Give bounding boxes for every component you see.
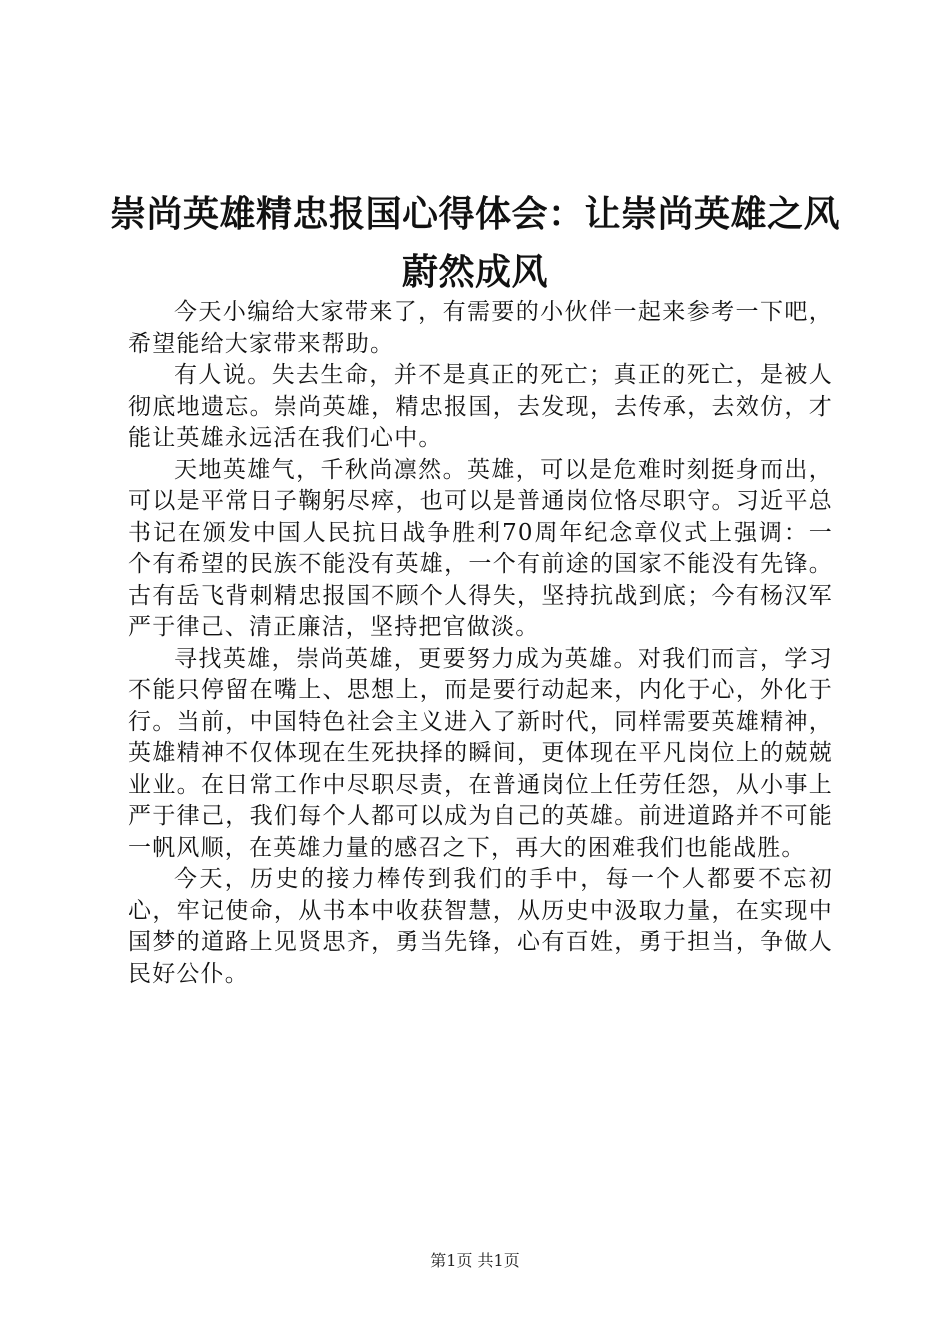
paragraph-5: 今天，历史的接力棒传到我们的手中，每一个人都要不忘初心，牢记使命，从书本中收获智慧，从历史中汲取力量，在实现中国梦的道路上见贤思齐，勇当先锋，心有百姓，勇于担当，争做人民好公仆。 [128, 866, 833, 987]
paragraph-intro: 今天小编给大家带来了，有需要的小伙伴一起来参考一下吧，希望能给大家带来帮助。 [128, 299, 833, 357]
paragraph-2: 有人说。失去生命，并不是真正的死亡；真正的死亡，是被人彻底地遗忘。崇尚英雄，精忠报国，去发现，去传承，去效仿，才能让英雄永远活在我们心中。 [128, 362, 833, 451]
document-body [128, 297, 833, 990]
paragraph-3: 天地英雄气，千秋尚凛然。英雄，可以是危难时刻挺身而出，可以是平常日子鞠躬尽瘁，也可以是普通岗位恪尽职守。习近平总书记在颁发中国人民抗日战争胜利70周年纪念章仪式上强调：一个有希望的民族不能没有英雄，一个有前途的国家不能没有先锋。古有岳飞背刺精忠报国不顾个人得失，坚持抗战到底；今有杨汉军严于律己、清正廉洁，坚持把官做淡。 [128, 456, 833, 640]
document-title: 崇尚英雄精忠报国心得体会：让崇尚英雄之风蔚然成风 [110, 194, 841, 293]
page-footer: 第1页 共1页 [430, 1251, 520, 1270]
paragraph-4: 寻找英雄，崇尚英雄，更要努力成为英雄。对我们而言，学习不能只停留在嘴上、思想上，而是要行动起来，内化于心，外化于行。当前，中国特色社会主义进入了新时代，同样需要英雄精神，英雄精神不仅体现在生死抉择的瞬间，更体现在平凡岗位上的兢兢业业。在日常工作中尽职尽责，在普通岗位上任劳任怨，从小事上严于律己，我们每个人都可以成为自己的英雄。前进道路并不可能一帆风顺，在英雄力量的感召之下，再大的困难我们也能战胜。 [128, 645, 833, 861]
